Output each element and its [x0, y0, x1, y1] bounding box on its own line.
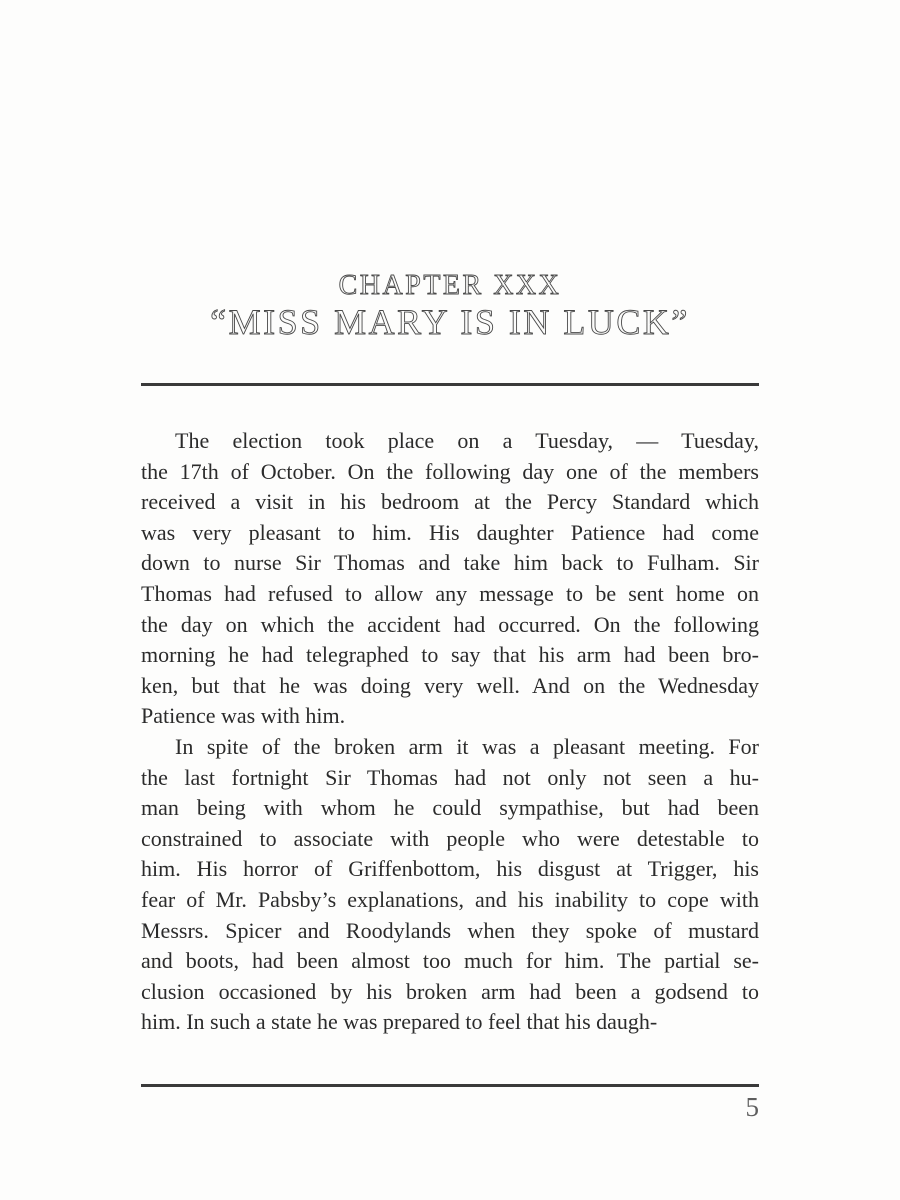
text-line: ken, but that he was doing very well. And on the Wednesday: [141, 672, 759, 698]
text-line: and boots, had been almost too much for him. The partial se-: [141, 948, 759, 974]
text-line: the day on which the accident had occurred. On the following: [141, 611, 759, 637]
text-line: The election took place on a Tuesday, — Tuesday,: [175, 428, 759, 453]
paragraph: [141, 732, 759, 1038]
chapter-heading: [141, 268, 759, 348]
chapter-number: CHAPTER XXX: [338, 270, 562, 301]
text-line: clusion occasioned by his broken arm had been a godsend to: [141, 978, 759, 1004]
top-rule: [141, 383, 759, 386]
text-column: [141, 0, 759, 1200]
text-line: man being with whom he could sympathise, but had been: [141, 795, 759, 821]
text-line: received a visit in his bedroom at the Percy Standard which: [141, 489, 759, 515]
text-line: was very pleasant to him. His daughter Patience had come: [141, 519, 759, 545]
text-line: In spite of the broken arm it was a pleasant meeting. For: [175, 733, 759, 759]
text-line: Thomas had refused to allow any message to be sent home on: [141, 580, 759, 606]
body-text: [141, 426, 759, 1038]
text-line: fear of Mr. Pabsby’s explanations, and his inability to cope with: [141, 886, 759, 912]
text-line: the last fortnight Sir Thomas had not only not seen a hu-: [141, 764, 759, 790]
text-line: constrained to associate with people who were detestable to: [141, 825, 759, 851]
page-number: 5: [745, 1092, 759, 1122]
text-line: him. His horror of Griffenbottom, his disgust at Trigger, his: [141, 856, 759, 882]
chapter-title: “MISS MARY IS IN LUCK”: [210, 302, 690, 342]
paragraph: [141, 426, 759, 732]
text-line: Patience was with him.: [141, 703, 346, 729]
text-line: the 17th of October. On the following day one of the members: [141, 458, 759, 484]
text-line: down to nurse Sir Thomas and take him back to Fulham. Sir: [141, 550, 759, 576]
bottom-rule: [141, 1084, 759, 1087]
text-line: him. In such a state he was prepared to feel that his daugh-: [141, 1009, 658, 1035]
text-line: Messrs. Spicer and Roodylands when they spoke of mustard: [141, 917, 759, 943]
text-line: morning he had telegraphed to say that his arm had been bro-: [141, 642, 759, 668]
